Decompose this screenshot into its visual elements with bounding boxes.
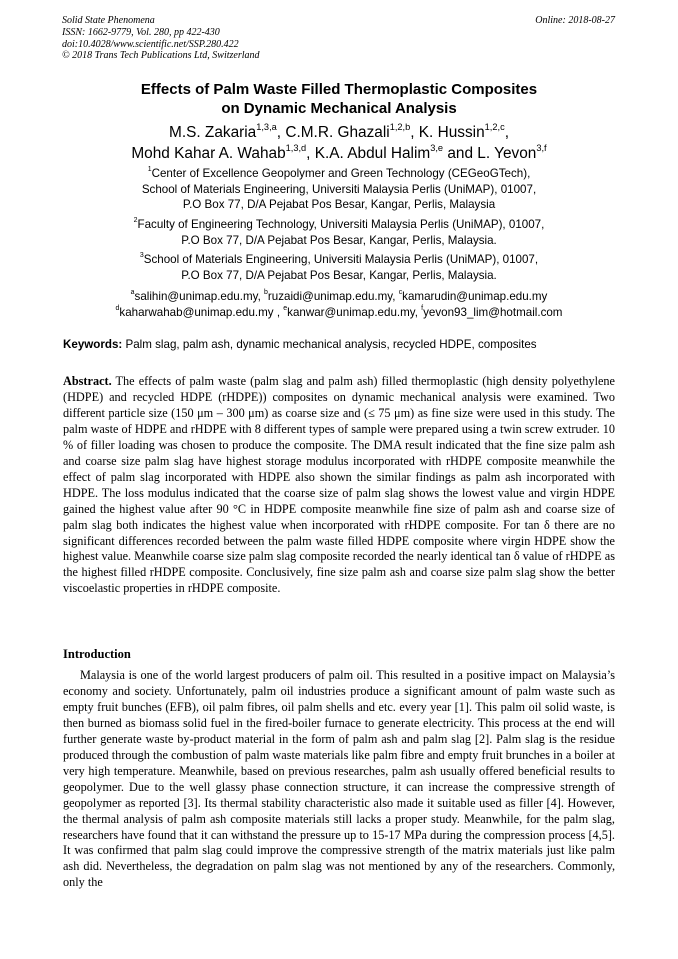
author-name: K. Hussin xyxy=(418,124,485,141)
email-address: ruzaidi@unimap.edu.my xyxy=(267,290,393,303)
online-date: Online: 2018-08-27 xyxy=(535,15,615,26)
email-address: kanwar@unimap.edu.my xyxy=(287,305,415,319)
journal-copyright: © 2018 Trans Tech Publications Ltd, Switzerland xyxy=(62,50,260,62)
email-address: kaharwahab@unimap.edu.my xyxy=(119,305,274,319)
email-address: yevon93_lim@hotmail.com xyxy=(423,305,563,319)
introduction-heading: Introduction xyxy=(63,647,131,661)
affiliation-1: $^1$Center of Excellence Geopolymer and Green Technology (CEGeoGTech), School of Materials Engineering, Universiti Malaysia Perlis (UniMAP), 01007, P.O Box 77, D/A Pejabat Pos Besar, Kangar, Perlis, Malaysia xyxy=(141,166,537,211)
journal-header xyxy=(62,15,260,62)
author-name: K.A. Abdul Halim xyxy=(314,145,431,162)
email-address: kamarudin@unimap.edu.my xyxy=(402,290,548,303)
email-line-1: $^a$salihin@unimap.edu.my, $^b$ruzaidi@unimap.edu.my, $^c$kamarudin@unimap.edu.my xyxy=(130,289,548,303)
introduction-text: Malaysia is one of the world largest producers of palm oil. This resulted in a positive impact on Malaysia’s economy and society. Unfortunately, palm oil industries produce a significant amount of palm waste such as empty fruit bunches (EFB), oil palm fibres, oil palm shells and etc. every year [1]. This palm oil solid waste, is then burned as biomass solid fuel in the fired-boiler furnace to generate electricity. This process at the end will further generate waste by-product material in the form of palm ash and palm slag [2]. Palm slag is the residue produced through the combustion of palm waste materials like palm fibre and empty fruit brunches in a boiler at very high temperature. Meanwhile, based on previous researches, palm ash usually offered beneficial results to geopolymer. Due to the well glassy phase connection structure, it can increase the compressive strength of geopolymer as reported [3]. Its thermal stability characteristic also made it suitable used as filler [4]. However, the thermal analysis of palm ash composite materials still lacks a proper study. Meanwhile, for the palm slag, researchers have found that it can withstand the pressure up to 15-17 MPa during the compression process [4,5]. It was confirmed that palm slag could improve the compressive strength of the matrix materials just like palm ash did. Nevertheless, the degradation on palm slag was not mentioned by any of the researchers. Commonly, only the xyxy=(63,668,615,890)
email-list xyxy=(40,289,638,320)
keywords-label: Keywords: xyxy=(63,338,123,351)
journal-issn: ISSN: 1662-9779, Vol. 280, pp 422-430 xyxy=(62,26,220,38)
journal-name: Solid State Phenomena xyxy=(62,15,155,26)
abstract-text: The effects of palm waste (palm slag and palm ash) filled thermoplastic (high density polyethylene (HDPE) and recycled HDPE (rHDPE)) composites on dynamic mechanical analysis were examined. Two different particle size (150 μm – 300 μm) as coarse size and (≤ 75 μm) as fine size were used in this study. The palm waste of HDPE and rHDPE with 8 different types of sample were prepared using a twin screw extruder. 10 % of filler loading was chosen to produce the composite. The DMA result indicated that the fine size palm ash and coarse size palm slag have highest storage modulus incorporated with rHDPE composite meanwhile the effect of palm slag incorporated with HDPE also shown the similar findings as palm ash incorporated with HDPE. The loss modulus indicated that the coarse size of palm slag shows the lowest value and virgin HDPE gained the highest value after 90 °C in HDPE composite meanwhile fine size of palm ash and coarse size of palm slag both indicates the highest value when incorporated with rHDPE composite. For tan δ there are no significant differences recorded between the palm waste filled HDPE composite where virgin HDPE show the highest value. Meanwhile coarse size palm slag composite recorded the nearly identical tan δ value of rHDPE as the highest filled rHDPE composite. Conclusively, fine size palm ash and coarse size palm slag show the better viscoelastic properties in rHDPE composite. xyxy=(63,374,615,596)
keywords-text: Palm slag, palm ash, dynamic mechanical analysis, recycled HDPE, composites xyxy=(122,338,537,351)
author-sup: 1,2,b xyxy=(389,121,411,132)
affiliation-2: $^2$Faculty of Engineering Technology, Universiti Malaysia Perlis (UniMAP), 01007, P.O Box 77, D/A Pejabat Pos Besar, Kangar, Perlis, Malaysia. xyxy=(133,217,545,247)
affiliation-3: $^3$School of Materials Engineering, Universiti Malaysia Perlis (UniMAP), 01007, P.O Box 77, D/A Pejabat Pos Besar, Kangar, Perlis, Malaysia. xyxy=(139,252,539,282)
author-name: L. Yevon xyxy=(477,145,537,162)
abstract-label: Abstract. xyxy=(63,374,112,388)
author-sup: 1,3,d xyxy=(285,142,307,153)
keywords xyxy=(63,338,623,351)
author-sup: 1,3,a xyxy=(256,121,277,132)
author-line-1: M.S. Zakaria$^{1,3,a}$, C.M.R. Ghazali$^{1,2,b}$, K. Hussin$^{1,2,c}$, xyxy=(169,121,509,141)
author-name: M.S. Zakaria xyxy=(169,124,257,141)
email-address: salihin@unimap.edu.my xyxy=(134,290,258,303)
author-name: Mohd Kahar A. Wahab xyxy=(131,145,286,162)
title-line-2: on Dynamic Mechanical Analysis xyxy=(221,100,457,117)
author-name: C.M.R. Ghazali xyxy=(285,124,390,141)
author-line-2: Mohd Kahar A. Wahab$^{1,3,d}$, K.A. Abdul Halim$^{3,e}$ and L. Yevon$^{3,f}$ xyxy=(131,142,547,162)
author-sup: 3,f xyxy=(536,142,547,153)
abstract xyxy=(63,374,615,597)
author-list xyxy=(40,122,638,164)
title-line-1: Effects of Palm Waste Filled Thermoplastic Composites xyxy=(140,81,538,98)
email-line-2: $^d$kaharwahab@unimap.edu.my , $^e$kanwar@unimap.edu.my, $^f$yevon93_lim@hotmail.com xyxy=(115,304,563,319)
journal-doi: doi:10.4028/www.scientific.net/SSP.280.422 xyxy=(62,38,239,50)
author-sup: 1,2,c xyxy=(484,121,505,132)
paper-title xyxy=(40,80,638,118)
author-sup: 3,e xyxy=(430,142,444,153)
